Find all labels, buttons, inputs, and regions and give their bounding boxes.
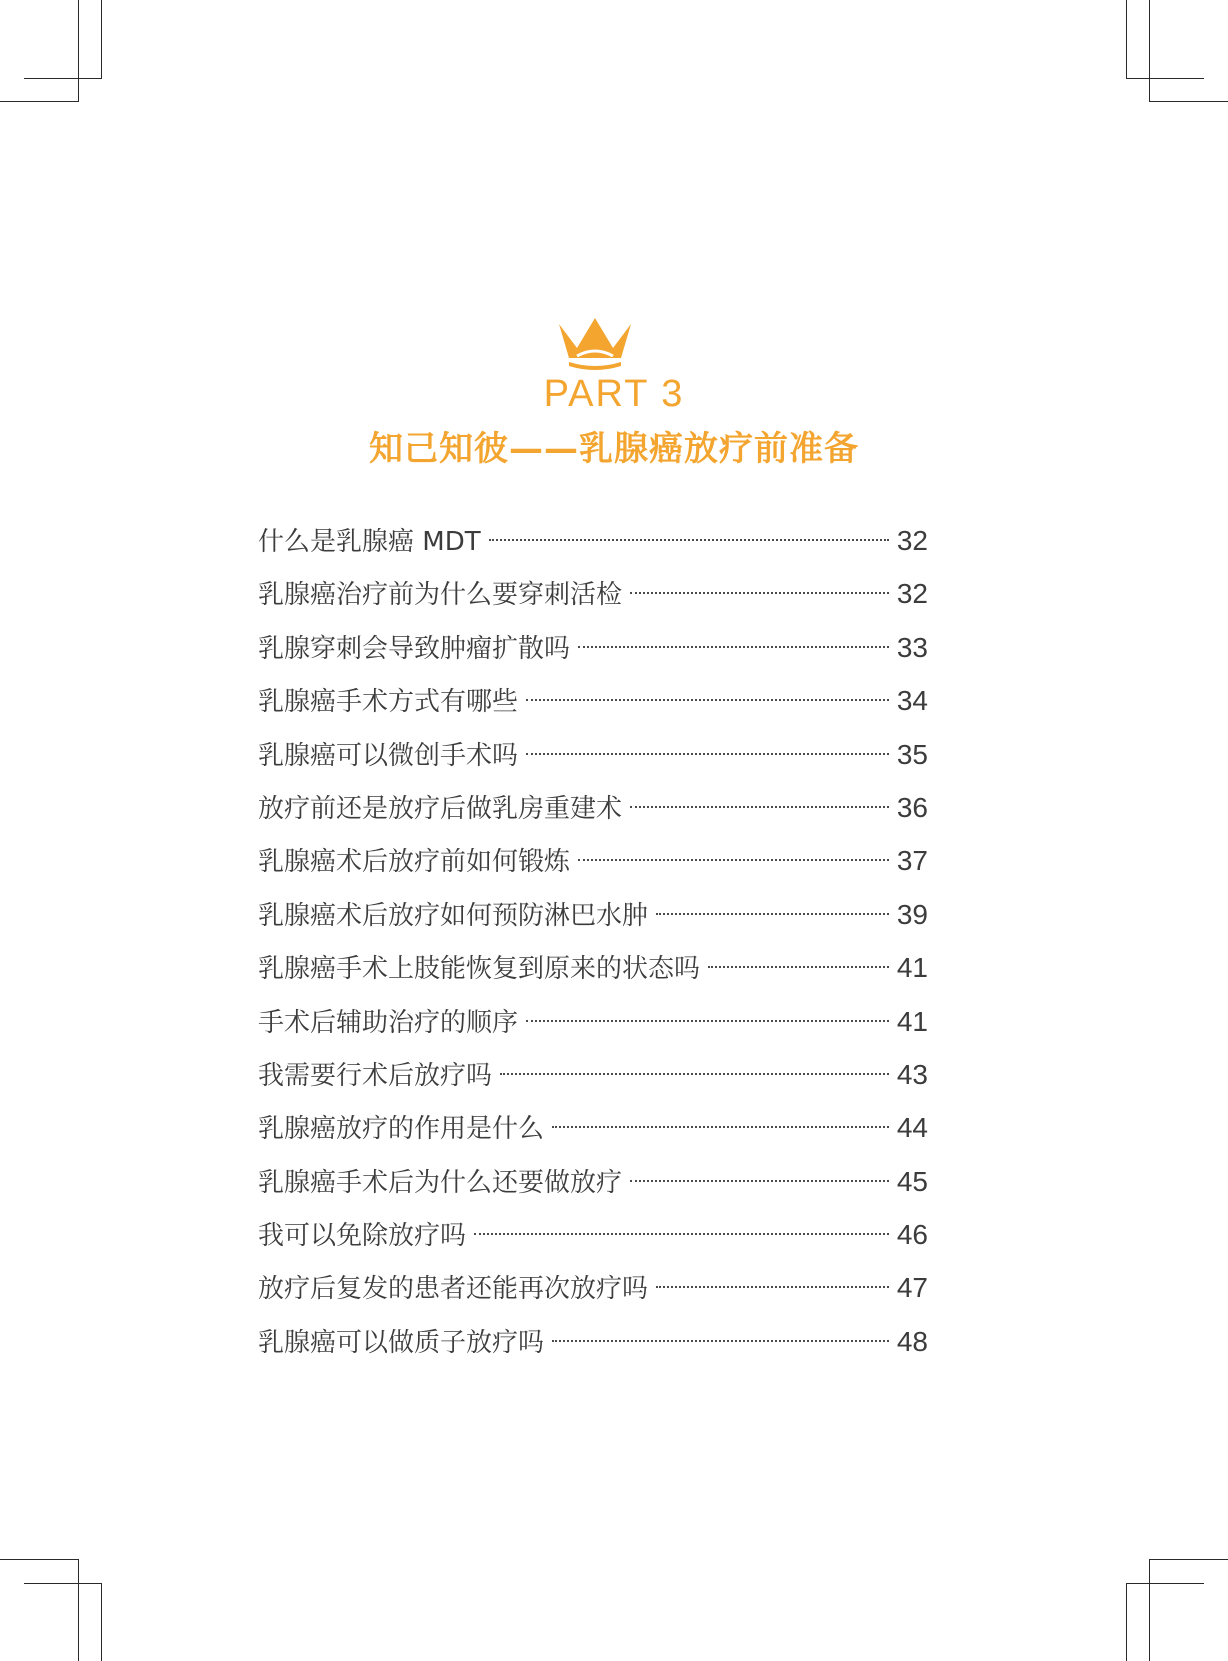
- leader-dots: [526, 1020, 889, 1022]
- toc-entry-page: 39: [896, 898, 928, 930]
- leader-dots: [656, 1286, 889, 1288]
- toc-entry-title: 乳腺癌手术后为什么还要做放疗: [258, 1167, 623, 1198]
- toc-entry[interactable]: [258, 888, 928, 941]
- toc-entry-title: 什么是乳腺癌 MDT: [258, 527, 481, 557]
- leader-dots: [578, 859, 889, 861]
- toc-entry-page: 41: [896, 952, 928, 984]
- toc-entry-page: 33: [896, 631, 928, 663]
- toc-entry[interactable]: [258, 834, 928, 887]
- toc-entry-title: 乳腺癌可以做质子放疗吗: [258, 1327, 545, 1358]
- toc-entry-title: 乳腺癌术后放疗前如何锻炼: [258, 847, 571, 878]
- toc-entry-page: 32: [896, 525, 928, 556]
- toc-entry[interactable]: [258, 781, 928, 834]
- leader-dots: [552, 1340, 889, 1342]
- toc-entry-title: 乳腺癌手术上肢能恢复到原来的状态吗: [258, 954, 701, 985]
- leader-dots: [500, 1073, 889, 1075]
- toc-entry-title: 乳腺穿刺会导致肿瘤扩散吗: [258, 633, 571, 664]
- toc-entry-title: 乳腺癌手术方式有哪些: [258, 687, 519, 718]
- table-of-contents: [258, 514, 928, 1368]
- part-label: PART 3: [543, 373, 685, 415]
- toc-entry-title: 乳腺癌术后放疗如何预防淋巴水肿: [258, 900, 649, 931]
- toc-entry[interactable]: [258, 1101, 928, 1154]
- toc-entry-page: 45: [896, 1165, 928, 1197]
- toc-entry-page: 32: [896, 578, 928, 610]
- toc-entry-title: 乳腺癌可以微创手术吗: [258, 740, 519, 771]
- leader-dots: [474, 1233, 889, 1235]
- toc-entry-page: 37: [896, 845, 928, 877]
- toc-entry-page: 35: [896, 738, 928, 770]
- toc-entry-page: 47: [896, 1272, 928, 1304]
- part-title: 知己知彼——乳腺癌放疗前准备: [369, 429, 859, 469]
- toc-entry-page: 41: [896, 1005, 928, 1037]
- toc-entry-page: 43: [896, 1058, 928, 1090]
- toc-entry-page: 44: [896, 1112, 928, 1144]
- leader-dots: [489, 539, 889, 541]
- toc-entry[interactable]: [258, 1208, 928, 1261]
- toc-entry-title: 乳腺癌治疗前为什么要穿刺活检: [258, 580, 623, 611]
- toc-entry-title: 我可以免除放疗吗: [258, 1221, 467, 1252]
- toc-entry[interactable]: [258, 941, 928, 994]
- leader-dots: [526, 753, 889, 755]
- toc-entry[interactable]: [258, 728, 928, 781]
- leader-dots: [578, 646, 889, 648]
- leader-dots: [656, 913, 889, 915]
- toc-entry-page: 46: [896, 1219, 928, 1251]
- toc-entry[interactable]: [258, 995, 928, 1048]
- toc-entry[interactable]: [258, 567, 928, 620]
- toc-entry-title: 手术后辅助治疗的顺序: [258, 1007, 519, 1038]
- leader-dots: [630, 806, 889, 808]
- toc-entry[interactable]: [258, 1155, 928, 1208]
- crown-icon: [555, 316, 635, 370]
- toc-entry-title: 放疗后复发的患者还能再次放疗吗: [258, 1274, 649, 1305]
- leader-dots: [552, 1126, 889, 1128]
- toc-entry-title: 放疗前还是放疗后做乳房重建术: [258, 793, 623, 824]
- toc-entry[interactable]: [258, 1261, 928, 1314]
- toc-entry[interactable]: [258, 514, 928, 567]
- toc-entry[interactable]: [258, 621, 928, 674]
- toc-entry-page: 48: [896, 1325, 928, 1357]
- toc-entry-page: 36: [896, 791, 928, 823]
- leader-dots: [526, 699, 889, 701]
- toc-entry-title: 我需要行术后放疗吗: [258, 1060, 493, 1091]
- toc-entry-title: 乳腺癌放疗的作用是什么: [258, 1114, 545, 1145]
- leader-dots: [708, 966, 889, 968]
- toc-entry-page: 34: [896, 685, 928, 717]
- toc-entry[interactable]: [258, 1048, 928, 1101]
- leader-dots: [630, 1180, 889, 1182]
- leader-dots: [630, 592, 889, 594]
- toc-entry[interactable]: [258, 1315, 928, 1368]
- toc-entry[interactable]: [258, 674, 928, 727]
